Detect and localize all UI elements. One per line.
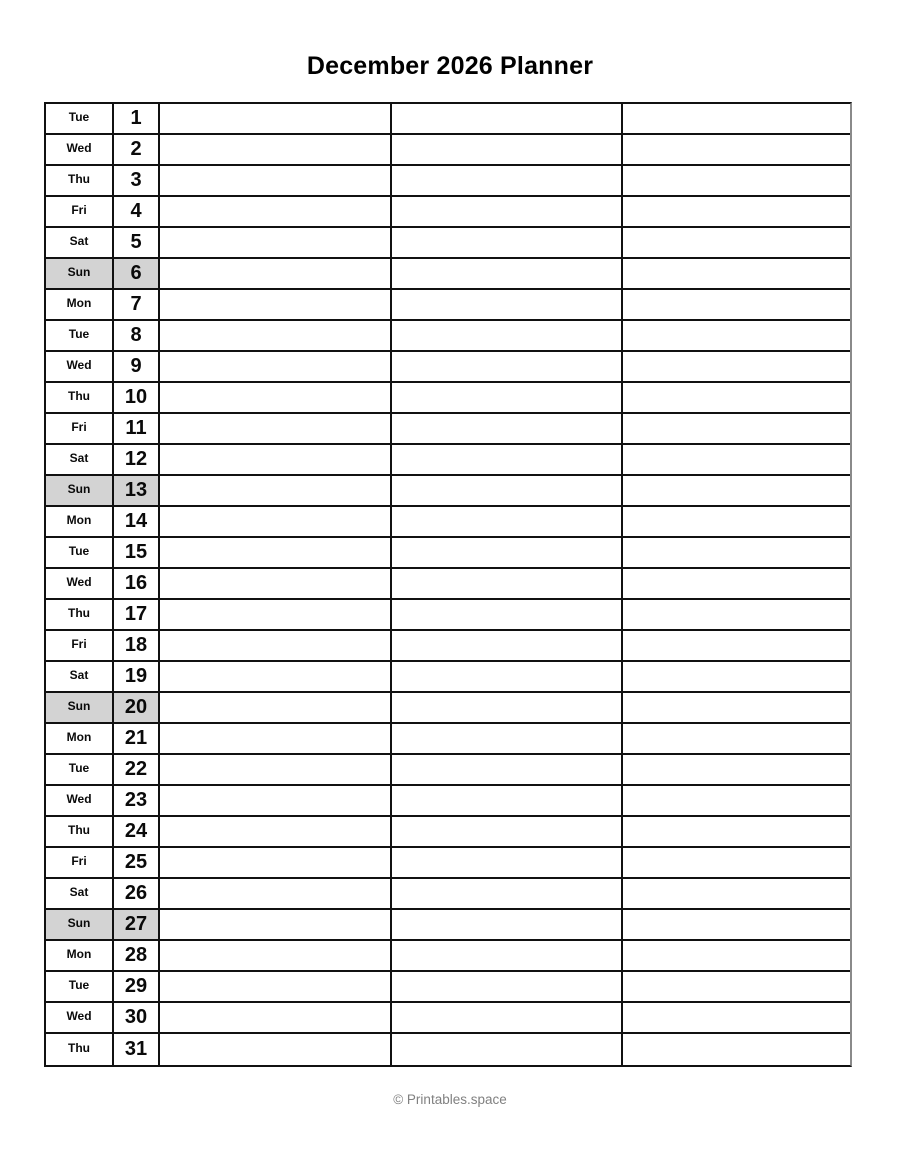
planner-table <box>44 102 852 1067</box>
day-number-cell: 6 <box>114 259 160 290</box>
note-cell <box>623 1003 850 1034</box>
note-cell <box>623 817 850 848</box>
day-name-cell: Sun <box>46 910 114 941</box>
footer-credit: © Printables.space <box>393 1092 507 1107</box>
planner-row <box>46 972 850 1003</box>
note-cell <box>623 662 850 693</box>
note-cell <box>623 135 850 166</box>
day-number-cell: 17 <box>114 600 160 631</box>
note-cell <box>623 693 850 724</box>
note-cell <box>392 290 623 321</box>
planner-row <box>46 414 850 445</box>
day-name-cell: Sun <box>46 476 114 507</box>
note-cell <box>392 631 623 662</box>
day-number-cell: 31 <box>114 1034 160 1065</box>
note-cell <box>623 414 850 445</box>
day-name-cell: Wed <box>46 1003 114 1034</box>
note-cell <box>623 228 850 259</box>
note-cell <box>160 600 392 631</box>
note-cell <box>392 383 623 414</box>
note-cell <box>392 104 623 135</box>
day-number-cell: 13 <box>114 476 160 507</box>
day-number-cell: 7 <box>114 290 160 321</box>
note-cell <box>392 166 623 197</box>
note-cell <box>623 786 850 817</box>
note-cell <box>160 786 392 817</box>
planner-row <box>46 879 850 910</box>
day-name-cell: Mon <box>46 941 114 972</box>
planner-row <box>46 569 850 600</box>
note-cell <box>392 445 623 476</box>
planner-row <box>46 724 850 755</box>
note-cell <box>623 910 850 941</box>
note-cell <box>160 259 392 290</box>
day-number-cell: 3 <box>114 166 160 197</box>
note-cell <box>392 1003 623 1034</box>
planner-row <box>46 197 850 228</box>
note-cell <box>160 352 392 383</box>
note-cell <box>623 290 850 321</box>
day-number-cell: 11 <box>114 414 160 445</box>
note-cell <box>623 941 850 972</box>
day-number-cell: 14 <box>114 507 160 538</box>
note-cell <box>392 352 623 383</box>
note-cell <box>160 879 392 910</box>
note-cell <box>392 817 623 848</box>
note-cell <box>392 414 623 445</box>
note-cell <box>623 166 850 197</box>
note-cell <box>160 445 392 476</box>
note-cell <box>623 569 850 600</box>
day-number-cell: 26 <box>114 879 160 910</box>
note-cell <box>160 104 392 135</box>
note-cell <box>392 476 623 507</box>
day-number-cell: 27 <box>114 910 160 941</box>
note-cell <box>160 476 392 507</box>
note-cell <box>623 321 850 352</box>
day-name-cell: Fri <box>46 197 114 228</box>
day-number-cell: 23 <box>114 786 160 817</box>
note-cell <box>623 476 850 507</box>
note-cell <box>160 693 392 724</box>
planner-row <box>46 600 850 631</box>
note-cell <box>160 1003 392 1034</box>
day-name-cell: Thu <box>46 166 114 197</box>
note-cell <box>392 1034 623 1065</box>
day-name-cell: Sat <box>46 662 114 693</box>
note-cell <box>623 507 850 538</box>
planner-row <box>46 662 850 693</box>
day-number-cell: 29 <box>114 972 160 1003</box>
day-number-cell: 16 <box>114 569 160 600</box>
day-name-cell: Sun <box>46 693 114 724</box>
note-cell <box>623 631 850 662</box>
note-cell <box>392 321 623 352</box>
day-number-cell: 28 <box>114 941 160 972</box>
note-cell <box>392 941 623 972</box>
note-cell <box>160 538 392 569</box>
note-cell <box>623 383 850 414</box>
planner-row <box>46 228 850 259</box>
planner-row <box>46 352 850 383</box>
note-cell <box>623 972 850 1003</box>
planner-row <box>46 104 850 135</box>
planner-row <box>46 476 850 507</box>
day-name-cell: Sat <box>46 445 114 476</box>
day-name-cell: Fri <box>46 631 114 662</box>
note-cell <box>160 166 392 197</box>
note-cell <box>623 538 850 569</box>
note-cell <box>392 848 623 879</box>
day-name-cell: Thu <box>46 817 114 848</box>
day-name-cell: Mon <box>46 724 114 755</box>
note-cell <box>392 569 623 600</box>
note-cell <box>623 879 850 910</box>
day-name-cell: Thu <box>46 1034 114 1065</box>
note-cell <box>160 290 392 321</box>
day-name-cell: Sun <box>46 259 114 290</box>
note-cell <box>392 724 623 755</box>
day-number-cell: 24 <box>114 817 160 848</box>
planner-row <box>46 693 850 724</box>
note-cell <box>392 972 623 1003</box>
day-name-cell: Tue <box>46 972 114 1003</box>
note-cell <box>160 910 392 941</box>
note-cell <box>623 1034 850 1065</box>
day-name-cell: Wed <box>46 352 114 383</box>
planner-row <box>46 290 850 321</box>
day-number-cell: 18 <box>114 631 160 662</box>
note-cell <box>160 631 392 662</box>
note-cell <box>160 724 392 755</box>
day-number-cell: 15 <box>114 538 160 569</box>
day-name-cell: Tue <box>46 538 114 569</box>
day-number-cell: 10 <box>114 383 160 414</box>
note-cell <box>392 600 623 631</box>
day-name-cell: Fri <box>46 848 114 879</box>
day-number-cell: 25 <box>114 848 160 879</box>
note-cell <box>392 755 623 786</box>
note-cell <box>623 755 850 786</box>
note-cell <box>160 972 392 1003</box>
planner-row <box>46 321 850 352</box>
planner-row <box>46 786 850 817</box>
planner-row <box>46 135 850 166</box>
note-cell <box>160 755 392 786</box>
day-number-cell: 22 <box>114 755 160 786</box>
note-cell <box>623 259 850 290</box>
day-number-cell: 2 <box>114 135 160 166</box>
note-cell <box>392 910 623 941</box>
day-number-cell: 21 <box>114 724 160 755</box>
note-cell <box>160 569 392 600</box>
page-title: December 2026 Planner <box>306 52 594 80</box>
note-cell <box>160 135 392 166</box>
planner-row <box>46 166 850 197</box>
planner-row <box>46 910 850 941</box>
note-cell <box>160 321 392 352</box>
day-number-cell: 30 <box>114 1003 160 1034</box>
day-name-cell: Wed <box>46 135 114 166</box>
day-name-cell: Mon <box>46 290 114 321</box>
note-cell <box>160 507 392 538</box>
note-cell <box>392 693 623 724</box>
day-number-cell: 5 <box>114 228 160 259</box>
planner-row <box>46 259 850 290</box>
note-cell <box>392 786 623 817</box>
note-cell <box>392 197 623 228</box>
note-cell <box>160 941 392 972</box>
note-cell <box>623 104 850 135</box>
day-number-cell: 8 <box>114 321 160 352</box>
planner-row <box>46 538 850 569</box>
planner-row <box>46 755 850 786</box>
note-cell <box>160 228 392 259</box>
note-cell <box>392 228 623 259</box>
note-cell <box>623 352 850 383</box>
day-number-cell: 12 <box>114 445 160 476</box>
note-cell <box>623 600 850 631</box>
note-cell <box>160 848 392 879</box>
note-cell <box>392 259 623 290</box>
day-name-cell: Tue <box>46 321 114 352</box>
note-cell <box>160 1034 392 1065</box>
planner-row <box>46 848 850 879</box>
note-cell <box>623 445 850 476</box>
day-name-cell: Fri <box>46 414 114 445</box>
day-number-cell: 9 <box>114 352 160 383</box>
note-cell <box>392 507 623 538</box>
day-name-cell: Sat <box>46 879 114 910</box>
note-cell <box>392 662 623 693</box>
note-cell <box>160 817 392 848</box>
day-name-cell: Thu <box>46 383 114 414</box>
note-cell <box>623 848 850 879</box>
planner-row <box>46 507 850 538</box>
planner-row <box>46 445 850 476</box>
note-cell <box>160 414 392 445</box>
note-cell <box>160 662 392 693</box>
note-cell <box>160 383 392 414</box>
day-name-cell: Tue <box>46 104 114 135</box>
note-cell <box>392 538 623 569</box>
planner-row <box>46 1003 850 1034</box>
day-name-cell: Thu <box>46 600 114 631</box>
day-name-cell: Tue <box>46 755 114 786</box>
note-cell <box>623 197 850 228</box>
day-name-cell: Mon <box>46 507 114 538</box>
day-number-cell: 19 <box>114 662 160 693</box>
note-cell <box>392 135 623 166</box>
day-number-cell: 4 <box>114 197 160 228</box>
day-name-cell: Wed <box>46 786 114 817</box>
day-number-cell: 20 <box>114 693 160 724</box>
day-number-cell: 1 <box>114 104 160 135</box>
day-name-cell: Sat <box>46 228 114 259</box>
planner-row <box>46 383 850 414</box>
note-cell <box>392 879 623 910</box>
day-name-cell: Wed <box>46 569 114 600</box>
note-cell <box>623 724 850 755</box>
note-cell <box>160 197 392 228</box>
planner-row <box>46 941 850 972</box>
planner-row <box>46 817 850 848</box>
planner-row <box>46 1034 850 1065</box>
planner-row <box>46 631 850 662</box>
